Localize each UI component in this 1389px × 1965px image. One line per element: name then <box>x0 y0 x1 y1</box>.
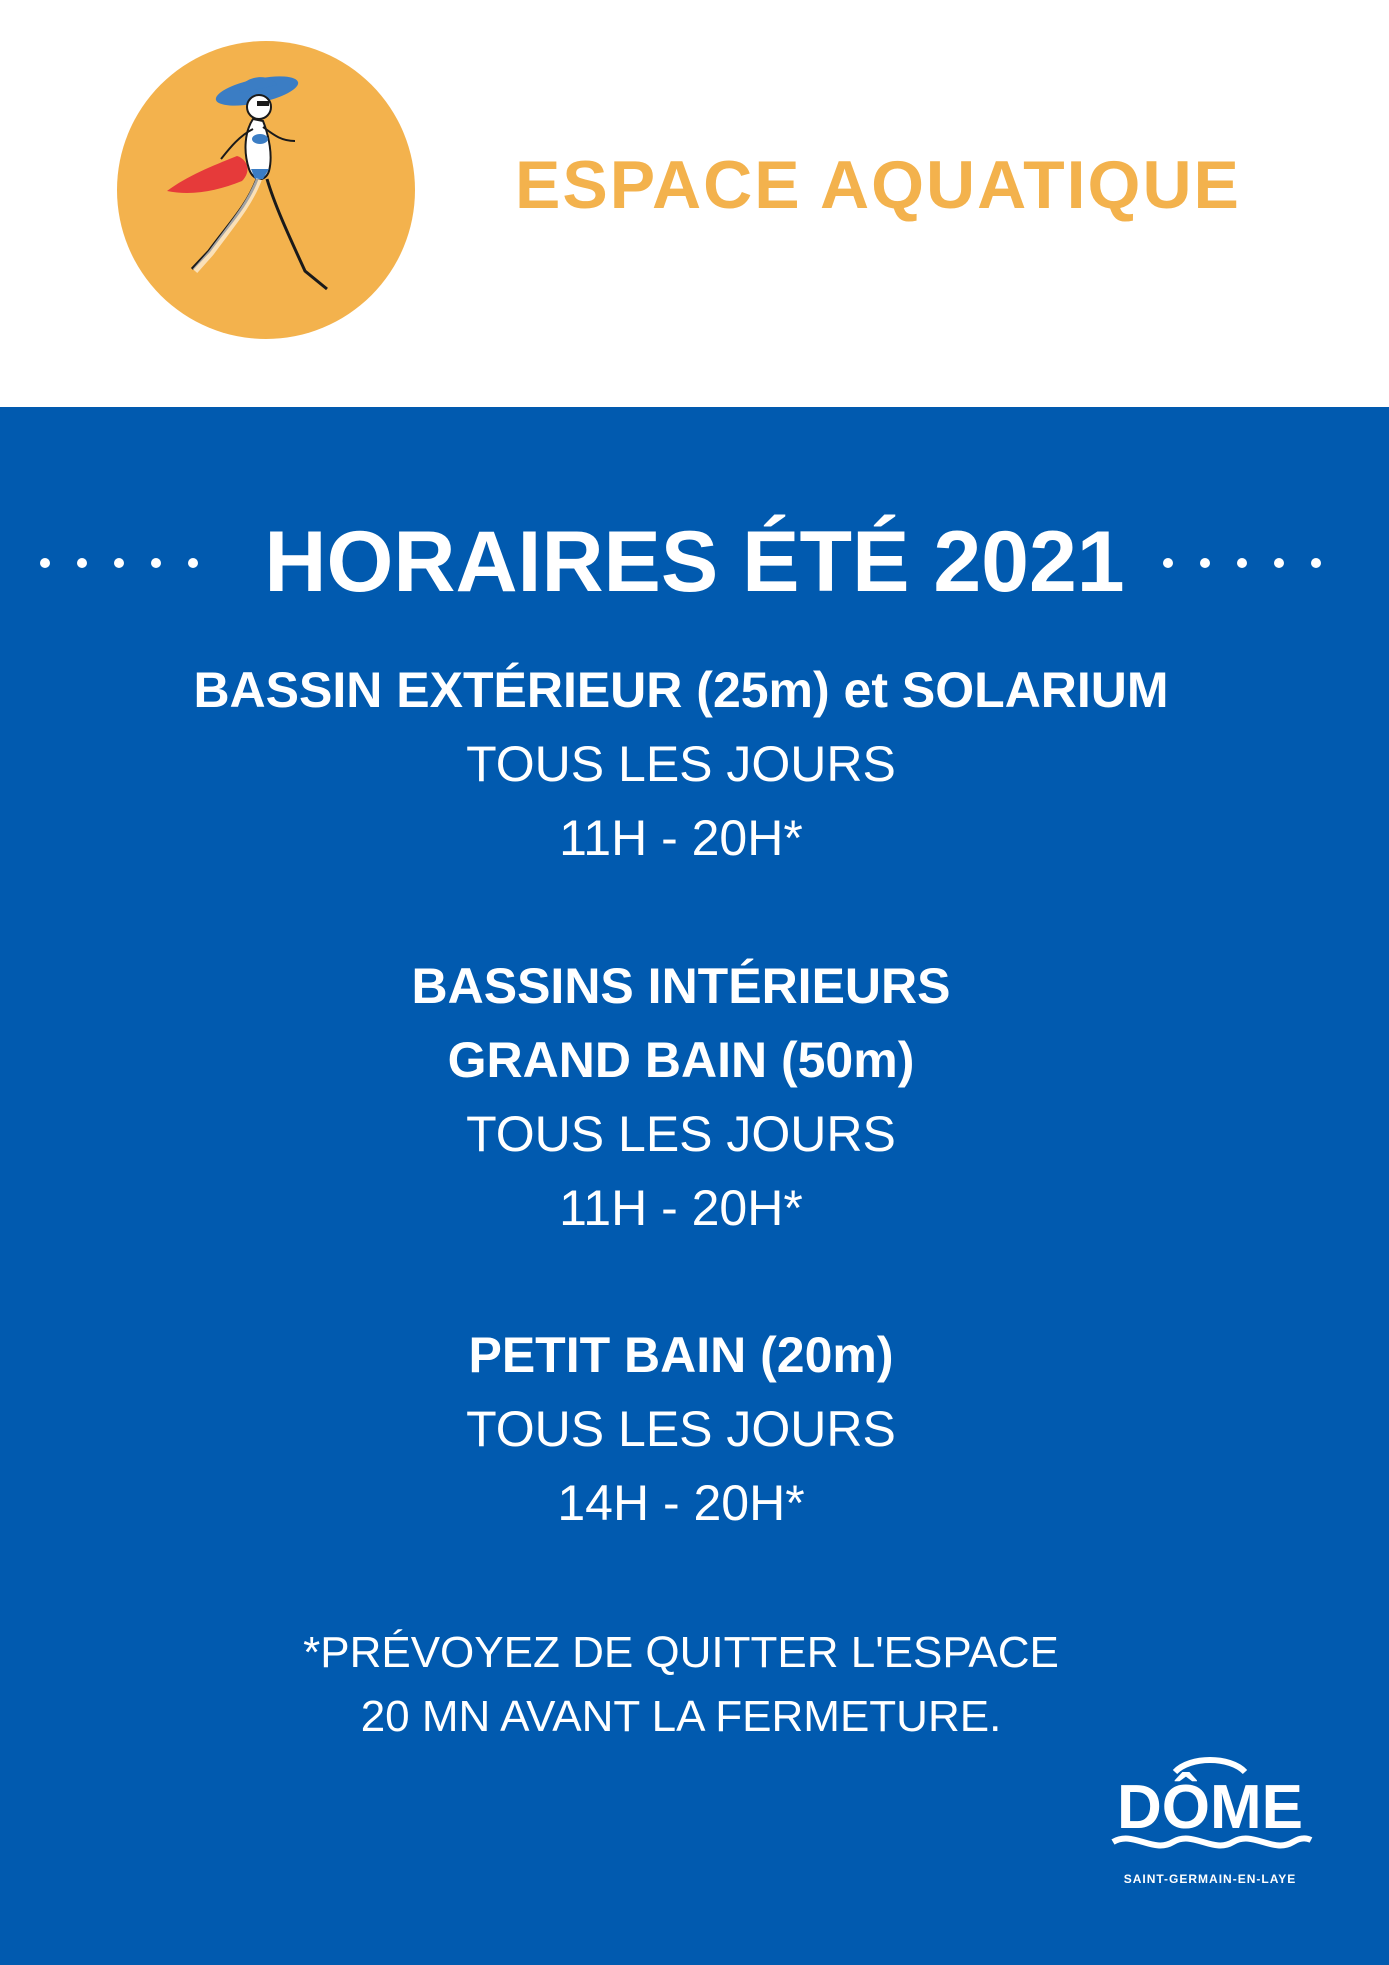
dot <box>1237 558 1247 568</box>
dome-subtitle: SAINT-GERMAIN-EN-LAYE <box>1123 1872 1297 1886</box>
section-heading: BASSIN EXTÉRIEUR (25m) et SOLARIUM <box>193 662 1169 718</box>
dot <box>77 558 87 568</box>
section-hours: 14H - 20H* <box>557 1475 805 1531</box>
section-hours: 11H - 20H* <box>559 810 803 866</box>
dots-right-decoration <box>1163 553 1363 573</box>
section-hours: 11H - 20H* <box>559 1180 803 1236</box>
page-headline: HORAIRES ÉTÉ 2021 <box>264 514 1125 610</box>
running-woman-illustration <box>117 41 415 339</box>
dot <box>1274 558 1284 568</box>
dot <box>188 558 198 568</box>
dot <box>40 558 50 568</box>
dot <box>1200 558 1210 568</box>
closing-note: *PRÉVOYEZ DE QUITTER L'ESPACE <box>303 1628 1059 1677</box>
section-subheading: GRAND BAIN (50m) <box>447 1032 915 1088</box>
header <box>0 0 1389 407</box>
section-days: TOUS LES JOURS <box>466 1106 896 1162</box>
headline-row <box>0 507 1389 617</box>
dome-logo <box>1105 1750 1315 1910</box>
dot <box>151 558 161 568</box>
running-woman-icon <box>117 41 415 339</box>
section-heading: PETIT BAIN (20m) <box>468 1327 894 1383</box>
dot <box>1311 558 1321 568</box>
dot <box>1163 558 1173 568</box>
section-days: TOUS LES JOURS <box>466 1401 896 1457</box>
schedule-panel <box>0 407 1389 1965</box>
section-days: TOUS LES JOURS <box>466 736 896 792</box>
dome-wordmark <box>1105 1750 1315 1860</box>
closing-note: 20 MN AVANT LA FERMETURE. <box>360 1692 1002 1741</box>
dome-name: DÔME <box>1117 1773 1303 1842</box>
dot <box>114 558 124 568</box>
dots-left-decoration <box>40 553 240 573</box>
brand-title: ESPACE AQUATIQUE <box>515 147 1241 223</box>
section-heading: BASSINS INTÉRIEURS <box>411 958 951 1014</box>
